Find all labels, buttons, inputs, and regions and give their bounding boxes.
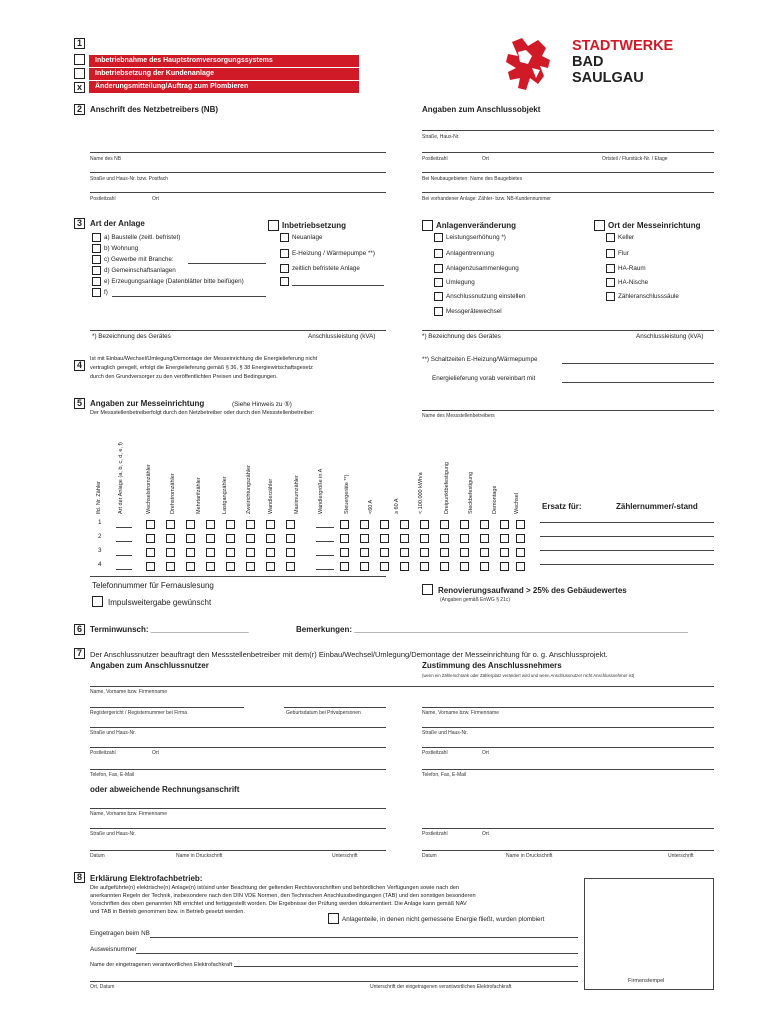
checkbox-renovierung[interactable] (422, 584, 433, 595)
meter-checkbox[interactable] (226, 562, 235, 571)
s7-plz-label: Postleitzahl (90, 750, 116, 756)
unterschrift-left: Unterschrift (332, 853, 358, 859)
msb-name-label: Name des Messstellenbetreibers (422, 413, 495, 419)
s7-intro: Der Anschlussnutzer beauftragt den Messstellenbetreiber mit dem(r) Einbau/Wechsel/Umlegung/Demontage der Messeinrichtung für o. g. Anschlussprojekt. (90, 650, 608, 659)
r-ort-label: Ort (482, 750, 489, 756)
leistung-left: Anschlussleistung (kVA) (308, 333, 376, 340)
meter-checkbox[interactable] (360, 520, 369, 529)
checkbox-leistungserhoehung[interactable] (434, 233, 443, 242)
label-erzeugung: e) Erzeugungsanlage (Datenblätter bitte beifügen) (104, 278, 244, 285)
checkbox-keller[interactable] (606, 233, 615, 242)
s8-p3: Vorschriften des oben genannten NB errichtet und fertiggestellt worden. Die Ergebnisse der Prüfung werden dokumentiert. Die Anlage kann gemäß NAV (90, 901, 467, 907)
firmenstempel-box[interactable] (584, 878, 714, 990)
label-gemeinschaft: d) Gemeinschaftsanlagen (104, 267, 176, 274)
checkbox-zaehleranschlusssaeule[interactable] (606, 292, 615, 301)
eingetragen-label: Eingetragen beim NB (90, 930, 150, 937)
checkbox-inb-other[interactable] (280, 277, 289, 286)
section-8-number: 8 (74, 872, 85, 883)
meter-row-number: 2 (98, 533, 102, 540)
label-ha-nische: HA-Nische (618, 279, 649, 286)
checkbox-inbetriebsetzung[interactable] (74, 68, 85, 79)
meter-checkbox[interactable] (440, 548, 449, 557)
meter-checkbox[interactable] (246, 520, 255, 529)
meter-col-header-0: lfd. Nr. Zähler (96, 480, 102, 514)
ersatz-line-4[interactable] (540, 564, 714, 565)
name-druck-right: Name in Druckschrift (506, 853, 553, 859)
label-befristet: zeitlich befristete Anlage (292, 265, 360, 272)
meter-checkbox[interactable] (460, 520, 469, 529)
label-wohnung: b) Wohnung (104, 245, 139, 252)
meter-col-header-2: Wechselstromzähler (146, 464, 152, 514)
meter-checkbox[interactable] (440, 520, 449, 529)
checkbox-anlagenveraenderung[interactable] (422, 220, 433, 231)
ersatz-line-2[interactable] (540, 536, 714, 537)
ersatz-label: Ersatz für: (542, 502, 582, 511)
street-obj-line[interactable] (422, 130, 714, 131)
meter-checkbox[interactable] (340, 548, 349, 557)
impuls-label: Impulsweitergabe gewünscht (108, 598, 212, 607)
meter-checkbox[interactable] (400, 520, 409, 529)
checkbox-flur[interactable] (606, 249, 615, 258)
meter-checkbox[interactable] (380, 562, 389, 571)
meter-col-header-9: Wandlergröße in A (318, 468, 324, 514)
meter-checkbox[interactable] (516, 548, 525, 557)
meter-checkbox[interactable] (166, 562, 175, 571)
schaltzeiten-line[interactable] (562, 363, 714, 364)
meter-checkbox[interactable] (340, 562, 349, 571)
meter-checkbox[interactable] (286, 534, 295, 543)
option-aenderungsmitteilung: Änderungsmitteilung/Auftrag zum Plombieren (89, 81, 359, 93)
meter-checkbox[interactable] (516, 520, 525, 529)
art-der-anlage-title: Art der Anlage (90, 219, 145, 228)
energielieferung-line[interactable] (562, 382, 714, 383)
r-tel-label: Telefon, Fax, E-Mail (422, 772, 467, 778)
meter-checkbox[interactable] (286, 562, 295, 571)
label-messgeraetewechsel: Messgerätewechsel (446, 308, 502, 315)
meter-art-line[interactable] (116, 541, 132, 542)
meter-col-header-14: Dreipunktbefestigung (444, 462, 450, 514)
neubau-label: Bei Neubaugebieten: Name des Baugebietes (422, 176, 523, 182)
meter-row-number: 3 (98, 547, 102, 554)
meter-checkbox[interactable] (360, 562, 369, 571)
messeinrichtung-title: Angaben zur Messeinrichtung (90, 399, 205, 408)
meter-checkbox[interactable] (480, 534, 489, 543)
logo-emblem-icon (498, 34, 568, 98)
meter-checkbox[interactable] (286, 520, 295, 529)
checkbox-umlegung[interactable] (434, 278, 443, 287)
inb-other-line[interactable] (292, 285, 384, 286)
meter-checkbox[interactable] (206, 520, 215, 529)
r-plz-line[interactable] (422, 747, 714, 748)
renovierung-label: Renovierungsaufwand > 25% des Gebäudewertes (438, 586, 627, 595)
meter-checkbox[interactable] (420, 520, 429, 529)
section-2-title: Anschrift des Netzbetreibers (NB) (90, 105, 219, 114)
r-name-label: Name, Vorname bzw. Firmenname (422, 710, 499, 716)
logo-line-3: SAULGAU (572, 70, 644, 86)
checkbox-anschlussnutzung[interactable] (434, 292, 443, 301)
leistung-right: Anschlussleistung (kVA) (636, 333, 704, 340)
checkbox-gemeinschaft[interactable] (92, 266, 101, 275)
s7-reg-label: Registergericht / Registernummer bei Firma (90, 710, 187, 716)
messeinrichtung-hint: (Siehe Hinweis zu ⑤) (232, 401, 292, 408)
meter-wandler-line[interactable] (316, 527, 334, 528)
meter-checkbox[interactable] (380, 520, 389, 529)
meter-checkbox[interactable] (460, 548, 469, 557)
fernauslesung-label: Telefonnummer für Fernauslesung (92, 581, 214, 590)
ort-messeinrichtung-title: Ort der Messeinrichtung (608, 221, 701, 230)
s7-tel-label: Telefon, Fax, E-Mail (90, 772, 135, 778)
a-str-label: Straße und Haus-Nr. (90, 831, 136, 837)
logo-text (572, 38, 673, 86)
section-6-number: 6 (74, 624, 85, 635)
terminwunsch[interactable]: Terminwunsch: ______________________ (90, 625, 249, 634)
checkbox-impuls[interactable] (92, 596, 103, 607)
meter-checkbox[interactable] (360, 534, 369, 543)
section-5-number: 5 (74, 398, 85, 409)
section-2-number: 2 (74, 104, 85, 115)
label-keller: Keller (618, 234, 635, 241)
firmenstempel-label: Firmenstempel (628, 978, 665, 984)
meter-checkbox[interactable] (266, 520, 275, 529)
option-inbetriebsetzung: Inbetriebsetzung der Kundenanlage (89, 68, 359, 80)
meter-checkbox[interactable] (516, 562, 525, 571)
checkbox-aenderungsmitteilung[interactable]: x (74, 82, 85, 93)
meter-col-header-5: Lastgangzähler (222, 476, 228, 514)
meter-checkbox[interactable] (460, 534, 469, 543)
meter-checkbox[interactable] (266, 548, 275, 557)
meter-checkbox[interactable] (500, 548, 509, 557)
checkbox-eheizung[interactable] (280, 249, 289, 258)
zustimmung-sub: (wenn ein Zählerschrank oder Zählerplatz verändert wird und wenn Anschlussnutzer nicht Anschlussnehmer ist) (422, 673, 635, 678)
s4-line-1: Ist mit Einbau/Wechsel/Umlegung/Demontage der Messeinrichtung die Energielieferung nicht (90, 356, 318, 362)
meter-checkbox[interactable] (480, 548, 489, 557)
a-str-line[interactable] (90, 828, 386, 829)
meter-checkbox[interactable] (186, 534, 195, 543)
inbetriebsetzung-title: Inbetriebsetzung (282, 221, 347, 230)
ort-datum-line[interactable] (90, 981, 578, 982)
checkbox-zusammenlegung[interactable] (434, 264, 443, 273)
plz-ort-nb-line[interactable] (90, 192, 386, 193)
label-f: f) (104, 289, 108, 296)
ausweis-label: Ausweisnummer (90, 946, 137, 953)
r-str-label: Straße und Haus-Nr. (422, 730, 468, 736)
eingetragen-line[interactable] (150, 937, 578, 938)
meter-checkbox[interactable] (420, 548, 429, 557)
a-name-line[interactable] (90, 808, 386, 809)
meter-checkbox[interactable] (460, 562, 469, 571)
meter-col-header-16: Demontage (492, 485, 498, 514)
plz-obj-label: Postleitzahl (422, 156, 448, 162)
meter-col-header-12: ≥ 60 A (394, 498, 400, 514)
meter-col-header-6: Zweirichtungszähler (246, 465, 252, 514)
meter-checkbox[interactable] (480, 520, 489, 529)
meter-checkbox[interactable] (146, 562, 155, 571)
section-1-number: 1 (74, 38, 85, 49)
meter-checkbox[interactable] (226, 520, 235, 529)
meter-checkbox[interactable] (206, 562, 215, 571)
unterschrift-right: Unterschrift (668, 853, 694, 859)
label-anschlussnutzung: Anschlussnutzung einstellen (446, 293, 526, 300)
ortsteil-label: Ortsteil / Flurstück-Nr. / Etage (602, 156, 668, 162)
meter-row-number: 4 (98, 561, 102, 568)
meter-checkbox[interactable] (206, 548, 215, 557)
meter-checkbox[interactable] (186, 520, 195, 529)
ausweis-line[interactable] (136, 953, 578, 954)
ersatz-line-1[interactable] (540, 522, 714, 523)
checkbox-anlagentrennung[interactable] (434, 249, 443, 258)
meter-checkbox[interactable] (266, 562, 275, 571)
label-ha-raum: HA-Raum (618, 265, 646, 272)
branche-line[interactable] (188, 263, 266, 264)
f-line[interactable] (112, 296, 266, 297)
street-nb-line[interactable] (90, 172, 386, 173)
r-tel-line[interactable] (422, 769, 714, 770)
vorhanden-label: Bei vorhandener Anlage: Zähler- bzw. NB-Kundennummer (422, 196, 551, 202)
meter-checkbox[interactable] (166, 534, 175, 543)
checkbox-inbetriebnahme[interactable] (74, 54, 85, 65)
a-name-label: Name, Vorname bzw. Firmenname (90, 811, 167, 817)
meter-col-header-17: Wechsel (514, 493, 520, 514)
meter-checkbox[interactable] (246, 562, 255, 571)
meter-checkbox[interactable] (500, 520, 509, 529)
name-nb-line[interactable] (90, 152, 386, 153)
geraet-left-line[interactable] (90, 330, 386, 331)
meter-col-header-1: Art der Anlage (a, b, c, d, e, f) (118, 442, 124, 514)
meter-wandler-line[interactable] (316, 569, 334, 570)
meter-col-header-13: < 100.000 kWh/a (418, 472, 424, 514)
meter-wandler-line[interactable] (316, 541, 334, 542)
meter-col-header-7: Wandlerzähler (268, 478, 274, 514)
meter-checkbox[interactable] (360, 548, 369, 557)
checkbox-plombiert[interactable] (328, 913, 339, 924)
label-umlegung: Umlegung (446, 279, 475, 286)
s7-tel-line[interactable] (90, 769, 386, 770)
label-zaehleranschlusssaeule: Zähleranschlusssäule (618, 293, 679, 300)
sign-left-line[interactable] (90, 850, 386, 851)
label-anlagentrennung: Anlagentrennung (446, 250, 494, 257)
r-plz-label: Postleitzahl (422, 750, 448, 756)
r-name-line[interactable] (422, 707, 714, 708)
meter-checkbox[interactable] (266, 534, 275, 543)
checkbox-ha-raum[interactable] (606, 264, 615, 273)
checkbox-baustelle[interactable] (92, 233, 101, 242)
s4-line-3: durch den Grundversorger zu den veröffentlichten Preisen und Bedingungen. (90, 374, 278, 380)
checkbox-ha-nische[interactable] (606, 278, 615, 287)
meter-checkbox[interactable] (400, 562, 409, 571)
bemerkungen[interactable]: Bemerkungen: ___________________________________________________________________________ (296, 625, 688, 634)
checkbox-befristet[interactable] (280, 264, 289, 273)
checkbox-ort-messeinrichtung[interactable] (594, 220, 605, 231)
neubau-line[interactable] (422, 172, 714, 173)
plz-nb-label: Postleitzahl (90, 196, 116, 202)
checkbox-erzeugung[interactable] (92, 277, 101, 286)
s7-ort-label: Ort (152, 750, 159, 756)
meter-checkbox[interactable] (440, 562, 449, 571)
schaltzeiten-label: **) Schaltzeiten E-Heizung/Wärmepumpe (422, 356, 538, 363)
ort-nb-label: Ort (152, 196, 159, 202)
s7-name-line[interactable] (90, 686, 714, 687)
msb-subtitle: Der Messstellenbetreiberfolgt durch den Netzbetreiber oder durch den Messstellenbetreiber: (90, 410, 315, 416)
s7-reg-line[interactable] (90, 707, 244, 708)
meter-checkbox[interactable] (226, 534, 235, 543)
anschlussobjekt-title: Angaben zum Anschlussobjekt (422, 105, 541, 114)
meter-checkbox[interactable] (340, 534, 349, 543)
bez-geraet-left: *) Bezeichnung des Gerätes (92, 333, 171, 340)
meter-checkbox[interactable] (516, 534, 525, 543)
meter-wandler-line[interactable] (316, 555, 334, 556)
anlagenveraenderung-title: Anlagenveränderung (436, 221, 517, 230)
bez-geraet-right: *) Bezeichnung des Gerätes (422, 333, 501, 340)
r-str-line[interactable] (422, 727, 714, 728)
street-nb-label: Straße und Haus-Nr. bzw. Postfach (90, 176, 169, 182)
meter-col-header-3: Drehstromzähler (170, 473, 176, 514)
meter-checkbox[interactable] (146, 548, 155, 557)
label-gewerbe: c) Gewerbe mit Branche: (104, 256, 174, 263)
meter-row-number: 1 (98, 519, 102, 526)
meter-checkbox[interactable] (166, 520, 175, 529)
s7-geb-label: Geburtsdatum bei Privatpersonen (286, 710, 361, 716)
meter-checkbox[interactable] (480, 562, 489, 571)
plombiert-label: Anlagenteile, in denen nicht gemessene Energie fließt, wurden plombiert (342, 916, 545, 923)
label-leistungserhoehung: Leistungserhöhung *) (446, 234, 506, 241)
checkbox-gewerbe[interactable] (92, 255, 101, 264)
meter-art-line[interactable] (116, 569, 132, 570)
geraet-right-line[interactable] (422, 330, 714, 331)
vorhanden-line[interactable] (422, 192, 714, 193)
anschlussnutzer-title: Angaben zum Anschlussnutzer (90, 661, 209, 670)
meter-checkbox[interactable] (420, 562, 429, 571)
logo-line-1: STADTWERKE (572, 38, 674, 54)
meter-art-line[interactable] (116, 555, 132, 556)
a-plz-line[interactable] (422, 828, 714, 829)
label-zusammenlegung: Anlagenzusammenlegung (446, 265, 519, 272)
label-flur: Flur (618, 250, 629, 257)
meter-checkbox[interactable] (380, 548, 389, 557)
meter-checkbox[interactable] (186, 548, 195, 557)
name-druck-left: Name in Druckschrift (176, 853, 223, 859)
meter-checkbox[interactable] (286, 548, 295, 557)
s8-p4: und TAB in Betrieb genommen bzw. in Betrieb gesetzt werden. (90, 909, 245, 915)
fernauslesung-line[interactable] (90, 576, 386, 577)
name-nb-label: Name des NB (90, 156, 122, 162)
s7-geb-line[interactable] (284, 707, 386, 708)
logo-line-2: BAD (572, 54, 604, 70)
meter-checkbox[interactable] (166, 548, 175, 557)
s8-p2: anerkannten Regeln der Technik, insbesondere nach den DIN VDE Normen, den Technischen Anschlussbedingungen (TAB) und den sonstigen besonderen (90, 893, 476, 899)
meter-checkbox[interactable] (146, 520, 155, 529)
zaehlernummer-label: Zählernummer/-stand (616, 502, 698, 511)
renovierung-sub: (Angaben gemäß EnWG § 21c) (440, 597, 511, 603)
ort-obj-label: Ort (482, 156, 489, 162)
energielieferung-label: Energielieferung vorab vereinbart mit (432, 375, 536, 382)
meter-col-header-4: Mehrtarifzähler (196, 477, 202, 514)
name-ef-label: Name der eingetragenen verantwortlichen Elektrofachkraft (90, 962, 233, 968)
s8-p1: Die aufgeführte(n) elektrische(n) Anlage(n) ist/sind unter Beachtung der geltenden Rechtsvorschriften und behördlichen Verfügungen sowie nach den (90, 885, 460, 891)
meter-checkbox[interactable] (500, 534, 509, 543)
label-baustelle: a) Baustelle (zeitl. befristet) (104, 234, 181, 241)
abweichende-rechnung-title: oder abweichende Rechnungsanschrift (90, 785, 240, 794)
s7-str-line[interactable] (90, 727, 386, 728)
label-neuanlage: Neuanlage (292, 234, 323, 241)
meter-checkbox[interactable] (340, 520, 349, 529)
meter-checkbox[interactable] (226, 548, 235, 557)
meter-checkbox[interactable] (206, 534, 215, 543)
meter-checkbox[interactable] (440, 534, 449, 543)
checkbox-inbetriebsetzung-main[interactable] (268, 220, 279, 231)
meter-col-header-11: <60 A (368, 499, 374, 514)
checkbox-wohnung[interactable] (92, 244, 101, 253)
section-7-number: 7 (74, 648, 85, 659)
datum-right: Datum (422, 853, 437, 859)
meter-checkbox[interactable] (380, 534, 389, 543)
zustimmung-title: Zustimmung des Anschlussnehmers (422, 661, 562, 670)
meter-checkbox[interactable] (400, 548, 409, 557)
datum-left: Datum (90, 853, 105, 859)
ersatz-line-3[interactable] (540, 550, 714, 551)
erklaerung-title: Erklärung Elektrofachbetrieb: (90, 874, 203, 883)
s7-str-label: Straße und Haus-Nr. (90, 730, 136, 736)
meter-checkbox[interactable] (420, 534, 429, 543)
msb-name-line[interactable] (422, 410, 714, 411)
section-3-number: 3 (74, 218, 85, 229)
meter-col-header-15: Steckbefestigung (468, 471, 474, 514)
meter-checkbox[interactable] (146, 534, 155, 543)
section-4-number: 4 (74, 360, 85, 371)
plz-obj-line[interactable] (422, 152, 714, 153)
meter-art-line[interactable] (116, 527, 132, 528)
meter-checkbox[interactable] (246, 548, 255, 557)
street-obj-label: Straße, Haus-Nr. (422, 134, 460, 140)
s7-name-label: Name, Vorname bzw. Firmenname (90, 689, 167, 695)
meter-checkbox[interactable] (186, 562, 195, 571)
s7-plz-line[interactable] (90, 747, 386, 748)
s4-line-2: vertraglich geregelt, erfolgt die Energielieferung gemäß § 36, § 38 Energiewirtschaftsgesetz (90, 365, 313, 371)
meter-checkbox[interactable] (500, 562, 509, 571)
a-ort-label: Ort (482, 831, 489, 837)
meter-col-header-10: Steuergeräte **) (344, 474, 350, 514)
checkbox-messgeraetewechsel[interactable] (434, 307, 443, 316)
unterschrift-ef-label: Unterschrift der eingetragenen verantwortlichen Elektrofachkraft (370, 984, 512, 990)
meter-checkbox[interactable] (246, 534, 255, 543)
checkbox-f[interactable] (92, 288, 101, 297)
option-inbetriebnahme: Inbetriebnahme des Hauptstromversorgungssystems (89, 55, 359, 67)
sign-right-line[interactable] (422, 850, 714, 851)
checkbox-neuanlage[interactable] (280, 233, 289, 242)
meter-col-header-8: Maximumzähler (294, 475, 300, 514)
a-plz-label: Postleitzahl (422, 831, 448, 837)
label-eheizung: E-Heizung / Wärmepumpe **) (292, 250, 375, 257)
ort-datum-label: Ort, Datum (90, 984, 115, 990)
meter-checkbox[interactable] (400, 534, 409, 543)
